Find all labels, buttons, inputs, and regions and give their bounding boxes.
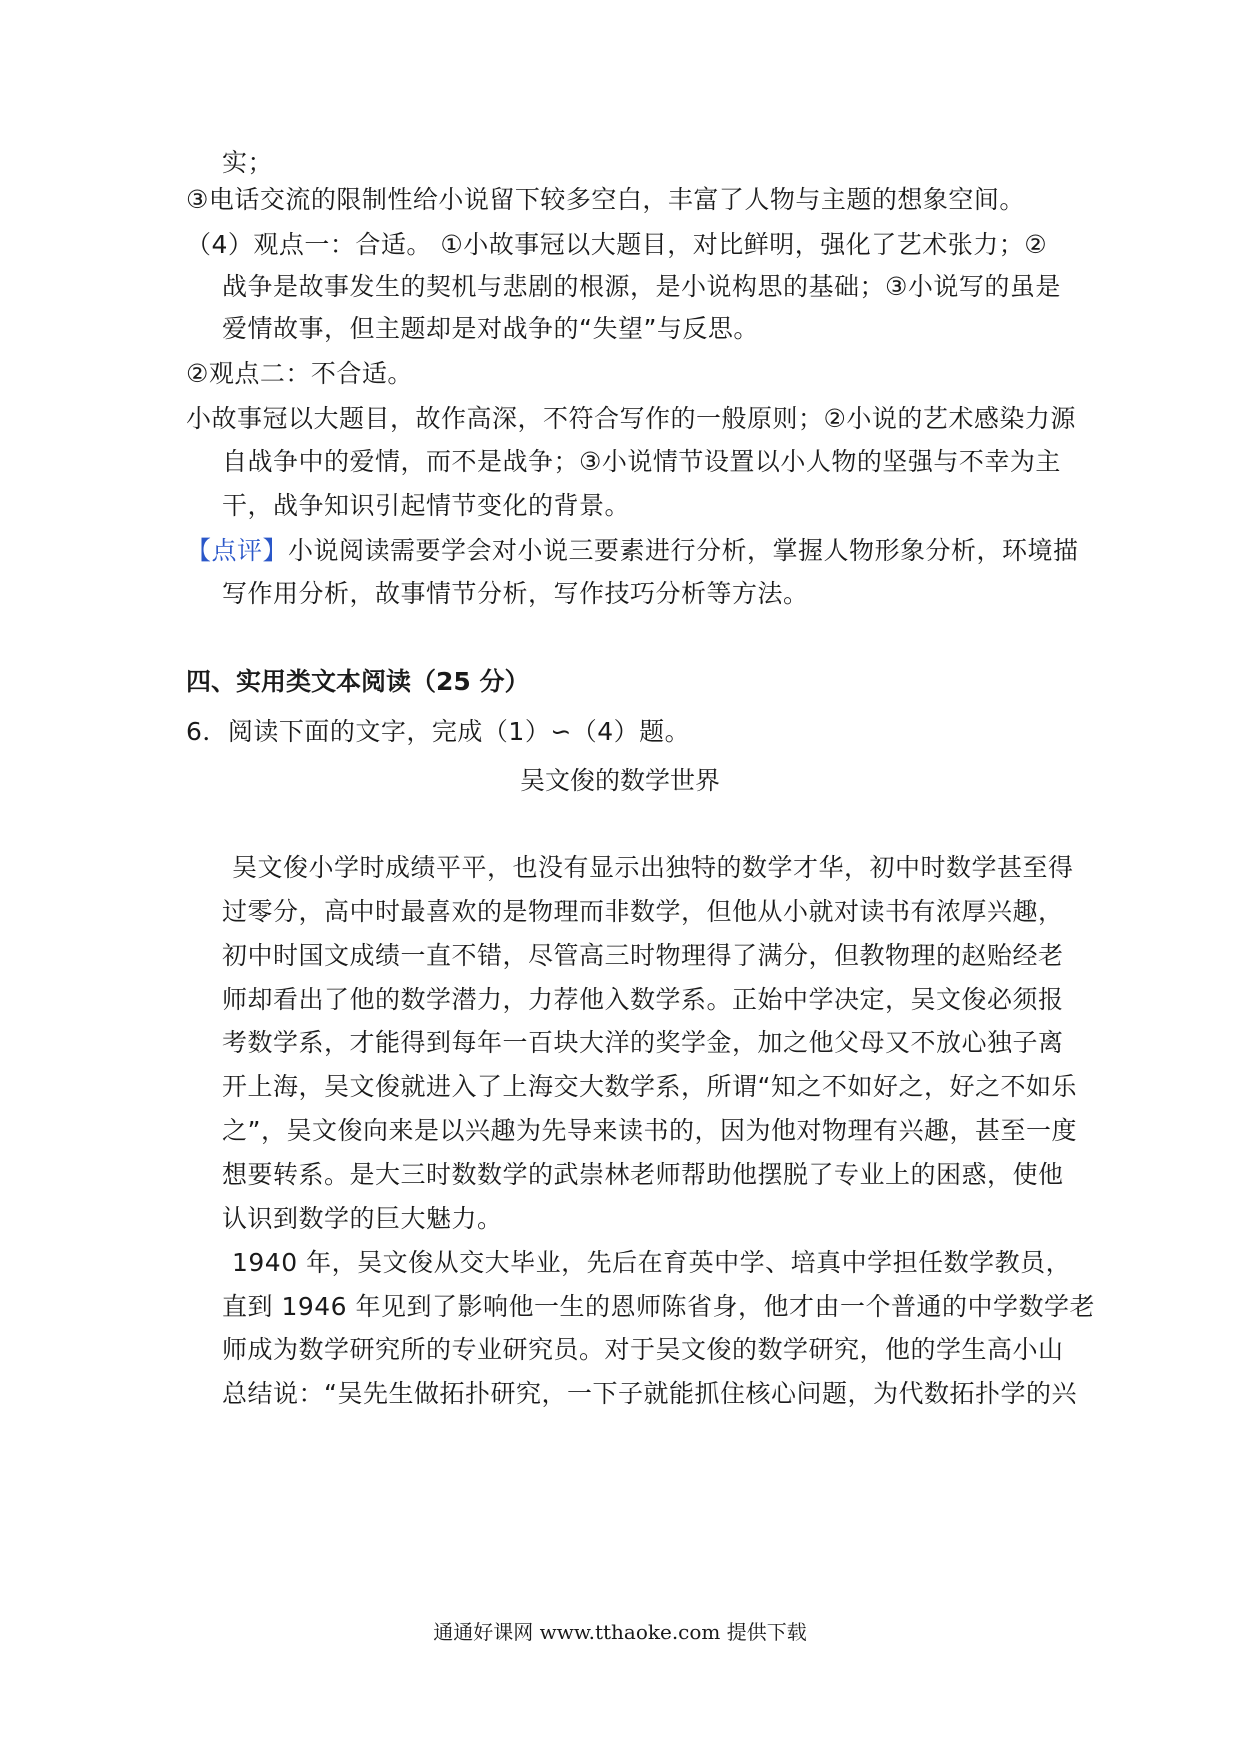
- article-line: 开上海，吴文俊就进入了上海交大数学系，所谓“知之不如好之，好之不如乐: [222, 1072, 1077, 1101]
- article-title: 吴文俊的数学世界: [519, 766, 720, 795]
- comment-tag: 【点评】: [186, 536, 289, 565]
- article-line: 吴文俊小学时成绩平平，也没有显示出独特的数学才华，初中时数学甚至得: [232, 853, 1074, 882]
- comment-line: 写作用分析，故事情节分析，写作技巧分析等方法。: [222, 579, 809, 608]
- article-line: 之”，吴文俊向来是以兴趣为先导来读书的，因为他对物理有兴趣，甚至一度: [222, 1116, 1077, 1145]
- answer-line: ②观点二：不合适。: [186, 359, 413, 388]
- article-line: 过零分，高中时最喜欢的是物理而非数学，但他从小就对读书有浓厚兴趣，: [222, 897, 1064, 926]
- section-heading: 四、实用类文本阅读（25 分）: [186, 667, 530, 696]
- article-line: 师却看出了他的数学潜力，力荐他入数学系。正始中学决定，吴文俊必须报: [222, 985, 1064, 1014]
- article-line: 初中时国文成绩一直不错，尽管高三时物理得了满分，但教物理的赵贻经老: [222, 941, 1064, 970]
- comment-line: [186, 534, 1079, 568]
- article-line: 考数学系，才能得到每年一百块大洋的奖学金，加之他父母又不放心独子离: [222, 1028, 1064, 1057]
- question-prompt: 6．阅读下面的文字，完成（1）∽（4）题。: [186, 717, 691, 746]
- page-footer: 通通好课网 www.tthaoke.com 提供下载: [433, 1620, 807, 1644]
- answer-line: ③电话交流的限制性给小说留下较多空白，丰富了人物与主题的想象空间。: [186, 185, 1025, 214]
- comment-text: 小说阅读需要学会对小说三要素进行分析，掌握人物形象分析，环境描: [288, 536, 1079, 565]
- article-line: 总结说：“吴先生做拓扑研究，一下子就能抓住核心问题，为代数拓扑学的兴: [222, 1379, 1077, 1408]
- answer-line: 干，战争知识引起情节变化的背景。: [222, 491, 631, 520]
- article-line: 想要转系。是大三时数数学的武崇林老师帮助他摆脱了专业上的困惑，使他: [222, 1160, 1064, 1189]
- article-line: 1940 年，吴文俊从交大毕业，先后在育英中学、培真中学担任数学教员，: [232, 1248, 1072, 1277]
- answer-line: 实；: [222, 148, 274, 177]
- answer-line: 战争是故事发生的契机与悲剧的根源，是小说构思的基础；③小说写的虽是: [222, 272, 1061, 301]
- answer-line: 小故事冠以大题目，故作高深，不符合写作的一般原则；②小说的艺术感染力源: [186, 404, 1076, 433]
- article-line: 直到 1946 年见到了影响他一生的恩师陈省身，他才由一个普通的中学数学老: [222, 1292, 1096, 1321]
- answer-line: 爱情故事，但主题却是对战争的“失望”与反思。: [222, 314, 759, 343]
- article-line: 师成为数学研究所的专业研究员。对于吴文俊的数学研究，他的学生高小山: [222, 1335, 1064, 1364]
- answer-line: （4）观点一：合适。 ①小故事冠以大题目，对比鲜明，强化了艺术张力；②: [186, 230, 1048, 259]
- answer-line: 自战争中的爱情，而不是战争；③小说情节设置以小人物的坚强与不幸为主: [222, 447, 1061, 476]
- article-line: 认识到数学的巨大魅力。: [222, 1204, 503, 1233]
